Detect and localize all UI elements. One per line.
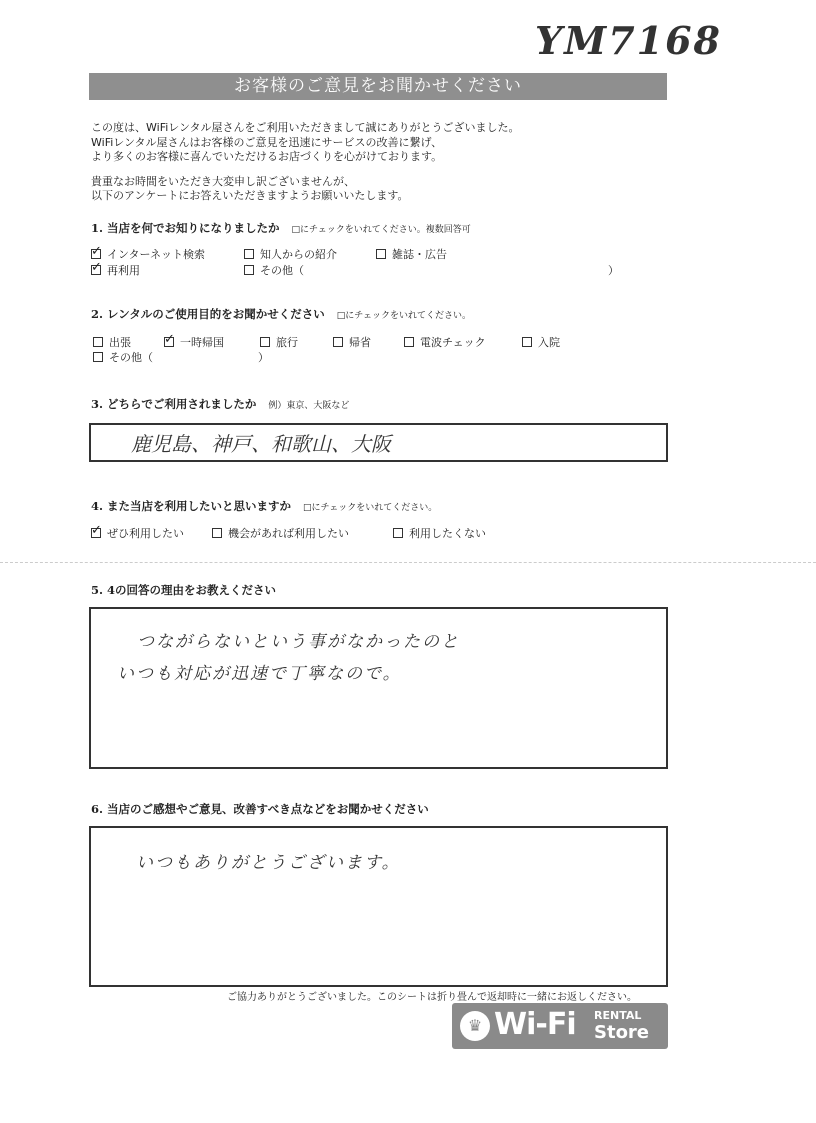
q6-answer: いつもありがとうございます。 [136,853,401,873]
q2-option-travel[interactable]: 旅行 [260,334,298,350]
q5-answer-box[interactable] [89,607,668,769]
q1-option-referral[interactable]: 知人からの紹介 [244,246,337,262]
crown-mascot-icon: ♛ [460,1011,490,1041]
q2-option-signal-check[interactable]: 電波チェック [404,334,486,350]
page-title: お客様のご意見をお聞かせください [89,73,667,100]
checkbox-icon[interactable] [212,528,222,538]
checkbox-checked-icon[interactable] [91,528,101,538]
q1-other-close: ） [608,264,619,277]
q5-answer-line-2: いつも対応が迅速で丁寧なので。 [117,664,402,684]
q1-note: □にチェックをいれてください。複数回答可 [291,225,471,235]
q4-option-no[interactable]: 利用したくない [393,525,486,541]
q2-note: □にチェックをいれてください。 [336,311,471,321]
q3-label: 3. どちらでご利用されましたか 例）東京、大阪など [91,397,350,411]
checkbox-checked-icon[interactable] [91,265,101,275]
checkbox-icon[interactable] [393,528,403,538]
q4-option-if-chance[interactable]: 機会があれば利用したい [212,525,349,541]
q2-option-homecoming[interactable]: 帰省 [333,334,371,350]
checkbox-checked-icon[interactable] [164,337,174,347]
q3-note: 例）東京、大阪など [268,401,350,411]
checkbox-icon[interactable] [376,249,386,259]
q1-label: 1. 当店を何でお知りになりましたか □にチェックをいれてください。複数回答可 [91,221,471,235]
q6-label: 6. 当店のご感想やご意見、改善すべき点などをお聞かせください [91,802,429,816]
checkbox-icon[interactable] [244,265,254,275]
wifi-store-logo [452,1003,668,1049]
q2-label: 2. レンタルのご使用目的をお聞かせください □にチェックをいれてください。 [91,307,471,321]
intro-line-5: 以下のアンケートにお答えいただきますようお願いいたします。 [91,189,409,202]
intro-line-4: 貴重なお時間をいただき大変申し訳ございませんが、 [91,175,355,188]
q4-option-definitely[interactable]: ✓ぜひ利用したい [91,525,184,541]
fold-line [0,562,816,563]
checkbox-checked-icon[interactable] [91,249,101,259]
q5-answer-line-1: つながらないという事がなかったのと [137,632,460,652]
q4-label: 4. また当店を利用したいと思いますか □にチェックをいれてください。 [91,499,438,513]
intro-line-2: WiFiレンタル屋さんはお客様のご意見を迅速にサービスの改善に繋げ、 [91,136,443,149]
handwritten-id: YM7168 [535,18,722,63]
intro-line-3: より多くのお客様に喜んでいただけるお店づくりを心がけております。 [91,150,443,163]
checkbox-icon[interactable] [522,337,532,347]
q2-option-business[interactable]: 出張 [93,334,131,350]
q4-note: □にチェックをいれてください。 [303,503,438,513]
logo-store-text: Store [594,1022,650,1043]
q1-option-internet[interactable]: ✓インターネット検索 [91,246,205,262]
q2-other-close: ） [258,351,269,364]
q2-option-temporary-return[interactable]: ✓ 一時帰国 [164,334,224,350]
footer-text: ご協力ありがとうございました。このシートは折り畳んで返却時に一緒にお返しください。 [227,992,637,1003]
checkbox-icon[interactable] [260,337,270,347]
q3-answer-box[interactable] [89,423,668,462]
checkbox-icon[interactable] [244,249,254,259]
logo-wifi-text: Wi-Fi [494,1007,576,1042]
q6-answer-box[interactable] [89,826,668,987]
intro-line-1: この度は、WiFiレンタル屋さんをご利用いただきまして誠にありがとうございました。 [91,121,520,134]
logo-rental-text: RENTAL [594,1009,642,1022]
q3-answer: 鹿児島、神戸、和歌山、大阪 [131,432,391,456]
q1-option-other[interactable]: その他（ [244,262,304,278]
q1-option-magazine[interactable]: 雑誌・広告 [376,246,447,262]
checkbox-icon[interactable] [93,337,103,347]
q1-option-reuse[interactable]: ✓再利用 [91,262,140,278]
q5-label: 5. 4の回答の理由をお教えください [91,583,277,597]
checkbox-icon[interactable] [93,352,103,362]
q2-option-other[interactable]: その他（ [93,349,153,365]
checkbox-icon[interactable] [333,337,343,347]
q2-option-hospital[interactable]: 入院 [522,334,560,350]
checkbox-icon[interactable] [404,337,414,347]
